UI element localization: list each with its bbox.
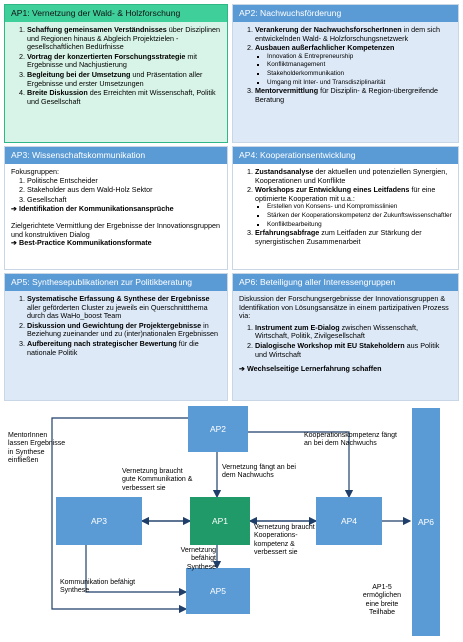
ap4-body (233, 164, 458, 269)
ap3-arrow-2: ➔ Best-Practice Kommunikationsformate (11, 238, 152, 248)
ap4-item-2: 2. Workshops zur Entwicklung eines Leitfadens für eine optimierte Kooperation mit u.a.: ▪ Erstellen von Konsens- und Kompromisslinien ▪ Stärken der Kooperationskompetenz der Zukunftswissenschaftler ▪ Konfliktbearbeitung (255, 186, 452, 228)
ap6-item-1: 1. Instrument zum E-Dialog zwischen Wissenschaft, Wirtschaft, Politik, Zivilgesellschaft (255, 324, 452, 341)
ap6-box: AP6 (412, 408, 440, 636)
ap6-card (232, 273, 459, 401)
label-vernetzung-nachwuchs: Vernetzung fängt an bei dem Nachwuchs (222, 464, 296, 480)
ap6-intro: Diskussion der Forschungsergebnisse der Innovationsgruppen & Identifikation von Lösungsansätze in einem partizipativen Prozess via: (239, 294, 449, 321)
ap3-arrow-1: ➔ Identifikation der Kommunikationsansprüche (11, 204, 174, 214)
ap4-title: AP4: Kooperationsentwicklung (233, 147, 458, 164)
ap1-item-4: 4. Breite Diskussion des Erreichten mit Wissenschaft, Politik und Gesellschaft (27, 89, 221, 106)
ap5-card (4, 273, 228, 401)
ap1-item-3: 3. Begleitung bei der Umsetzung und Präsentation aller Ergebnisse und erster Umsetzungen (27, 71, 221, 88)
ap4-sub-item: ▪ Konfliktbearbeitung (267, 221, 452, 229)
ap3-item: 1. Politische Entscheider (27, 177, 221, 186)
ap2-box: AP2 (188, 406, 248, 452)
ap2-sub-item: ▪ Stakeholderkommunikation (267, 70, 452, 78)
ap3-box: AP3 (56, 497, 142, 545)
ap4-sub-item: ▪ Stärken der Kooperationskompetenz der Zukunftswissenschaftler (267, 212, 452, 220)
ap2-body (233, 22, 458, 142)
ap4-card (232, 146, 459, 270)
ap3-paragraph: Zielgerichtete Vermittlung der Ergebnisse der Innovationsgruppen und konstruktiven Dialog (11, 220, 220, 239)
ap2-sub-item: ▪ Konfliktmanagement (267, 61, 452, 69)
ap1-body (5, 22, 227, 142)
label-kooperationskompetenz: Kooperationskompetenz fängt an bei dem Nachwuchs (304, 432, 398, 448)
ap2-title: AP2: Nachwuchsförderung (233, 5, 458, 22)
ap5-item-1: 1. Systematische Erfassung & Synthese der Ergebnisse aller geförderten Cluster zu jeweils ein Querschnittthema durch das WaHo_boost Team (27, 295, 221, 321)
ap1-item-1: 1. Schaffung gemeinsamen Verständnisses über Disziplinen und Regionen hinaus & Abgleich Projektzielen - gesellschaftlichen Bedürfnisse (27, 26, 221, 52)
ap6-item-2: 2. Dialogische Workshop mit EU Stakeholdern aus Politik und Wirtschaft (255, 342, 452, 359)
ap5-item-2: 2. Diskussion und Gewichtung der Projektergebnisse in Beziehung zueinander und zu (inter)nationalen Ergebnissen (27, 322, 221, 339)
label-vernetzung-kommunikation: Vernetzung braucht gute Kommunikation & verbessert sie (122, 468, 193, 492)
ap2-sub-item: ▪ Umgang mit Inter- und Transdisziplinarität (267, 79, 452, 87)
relationship-diagram (4, 404, 458, 638)
ap2-sub-item: ▪ Innovation & Entrepreneurship (267, 53, 452, 61)
ap5-title: AP5: Synthesepublikationen zur Politikberatung (5, 274, 227, 291)
ap3-item: 2. Stakeholder aus dem Wald-Holz Sektor (27, 186, 221, 195)
ap4-item-1: 1. Zustandsanalyse der aktuellen und potenziellen Synergien, Kooperationen und Konflikte (255, 168, 452, 185)
ap5-body (5, 291, 227, 400)
ap4-item-3: 3. Erfahrungsabfrage zum Leitfaden zur Stärkung der synergistischen Zusammenarbeit (255, 229, 452, 246)
ap4-sub-item: ▪ Erstellen von Konsens- und Kompromisslinien (267, 203, 452, 211)
ap1-card (4, 4, 228, 143)
arrow-right-icon: ➔ (239, 364, 248, 374)
ap3-item: 3. Gesellschaft (27, 196, 221, 205)
arrow-right-icon: ➔ (11, 204, 20, 214)
ap6-title: AP6: Beteiligung aller Interessengruppen (233, 274, 458, 291)
ap3-title: AP3: Wissenschaftskommunikation (5, 147, 227, 164)
arrow-right-icon: ➔ (11, 238, 20, 248)
ap2-item-3: 3. Mentorvermittlung für Disziplin- & Region-übergreifende Beratung (255, 87, 452, 104)
ap1-item-2: 2. Vortrag der konzertierten Forschungsstrategie mit Ergebnisse und Nachjustierung (27, 53, 221, 70)
ap6-body (233, 291, 458, 400)
label-vernetzung-kooperation: Vernetzung braucht Kooperations-kompetenz & verbessert sie (254, 524, 315, 557)
ap3-body (5, 164, 227, 269)
ap1-title: AP1: Vernetzung der Wald- & Holzforschung (5, 5, 227, 22)
label-teilhabe: AP1-5 ermöglichen eine breite Teilhabe (362, 584, 402, 617)
ap3-card (4, 146, 228, 270)
ap2-card (232, 4, 459, 143)
ap1-box: AP1 (190, 497, 250, 545)
ap5-item-3: 3. Aufbereitung nach strategischer Bewertung für die nationale Politik (27, 340, 221, 357)
label-vernetzung-synthese: Vernetzung befähigt Synthese (180, 547, 216, 571)
ap6-arrow: ➔ Wechselseitige Lernerfahrung schaffen (239, 364, 382, 374)
ap3-intro: Fokusgruppen: (11, 167, 59, 176)
ap5-box: AP5 (186, 568, 250, 614)
ap2-item-1: 1. Verankerung der NachwuchsforscherInnen in dem sich entwickelnden Wald- & Holzforschungsnetzwerk (255, 26, 452, 43)
label-kommunikation-synthese: Kommunikation befähigt Synthese (60, 579, 136, 595)
ap2-item-2: 2. Ausbauen außerfachlicher Kompetenzen ▪ Innovation & Entrepreneurship ▪ Konfliktmanagement ▪ Stakeholderkommunikation ▪ Umgang mit Inter- und Transdisziplinarität (255, 44, 452, 86)
label-mentorinnen: MentorInnen lassen Ergebnisse in Synthese einfließen (8, 432, 66, 465)
ap4-box: AP4 (316, 497, 382, 545)
